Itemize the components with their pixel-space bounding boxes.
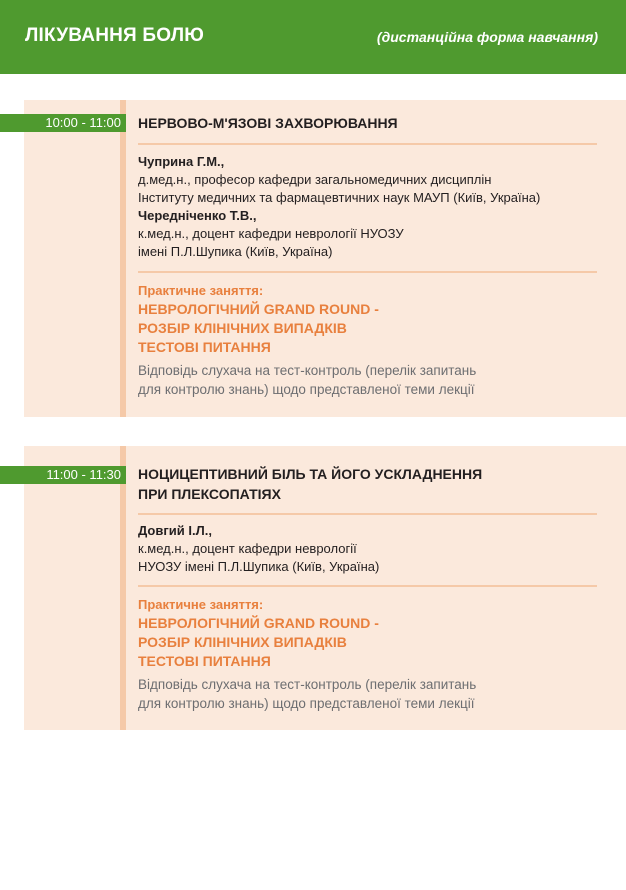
speaker-desc: Інституту медичних та фармацевтичних наук МАУП (Київ, Україна)	[138, 190, 541, 205]
practical-title: ТЕСТОВІ ПИТАННЯ	[138, 339, 271, 355]
practical-desc: для контролю знань) щодо представленої теми лекції	[138, 696, 475, 711]
practical-title: РОЗБІР КЛІНІЧНИХ ВИПАДКІВ	[138, 634, 347, 650]
session-2-divider-vertical	[120, 446, 126, 730]
session-1-time: 10:00 - 11:00	[0, 114, 126, 132]
practical-title: ТЕСТОВІ ПИТАННЯ	[138, 653, 271, 669]
practical-title: РОЗБІР КЛІНІЧНИХ ВИПАДКІВ	[138, 320, 347, 336]
practical-label: Практичне заняття:	[138, 597, 264, 612]
speaker-name: Довгий І.Л.,	[138, 523, 212, 538]
session-2-divider	[138, 585, 597, 587]
page-header	[0, 0, 626, 74]
session-1-divider	[138, 143, 597, 145]
page-title: ЛІКУВАННЯ БОЛЮ	[25, 25, 205, 46]
practical-title: НЕВРОЛОГІЧНИЙ GRAND ROUND -	[138, 615, 379, 631]
practical-desc: Відповідь слухача на тест-контроль (перелік запитань	[138, 363, 477, 378]
speaker-desc: к.мед.н., доцент кафедри неврології	[138, 541, 357, 556]
session-1-divider	[138, 271, 597, 273]
page-subtitle: (дистанційна форма навчання)	[376, 29, 598, 45]
session-2-title: НОЦИЦЕПТИВНИЙ БІЛЬ ТА ЙОГО УСКЛАДНЕННЯ	[138, 466, 483, 482]
practical-label: Практичне заняття:	[138, 283, 264, 298]
session-1-title: НЕРВОВО-М'ЯЗОВІ ЗАХВОРЮВАННЯ	[138, 115, 398, 131]
speaker-desc: д.мед.н., професор кафедри загальномедичних дисциплін	[138, 172, 492, 187]
speaker-desc: імені П.Л.Шупика (Київ, Україна)	[138, 244, 333, 259]
speaker-name: Чуприна Г.М.,	[138, 154, 225, 169]
session-1-divider-vertical	[120, 100, 126, 417]
speaker-desc: к.мед.н., доцент кафедри неврології НУОЗУ	[138, 226, 404, 241]
session-2-divider	[138, 513, 597, 515]
session-2-time: 11:00 - 11:30	[0, 466, 126, 484]
practical-desc: Відповідь слухача на тест-контроль (перелік запитань	[138, 677, 477, 692]
session-2-title: ПРИ ПЛЕКСОПАТІЯХ	[138, 486, 281, 502]
practical-title: НЕВРОЛОГІЧНИЙ GRAND ROUND -	[138, 301, 379, 317]
speaker-name: Чередніченко Т.В.,	[138, 208, 257, 223]
speaker-desc: НУОЗУ імені П.Л.Шупика (Київ, Україна)	[138, 559, 380, 574]
practical-desc: для контролю знань) щодо представленої теми лекції	[138, 382, 475, 397]
